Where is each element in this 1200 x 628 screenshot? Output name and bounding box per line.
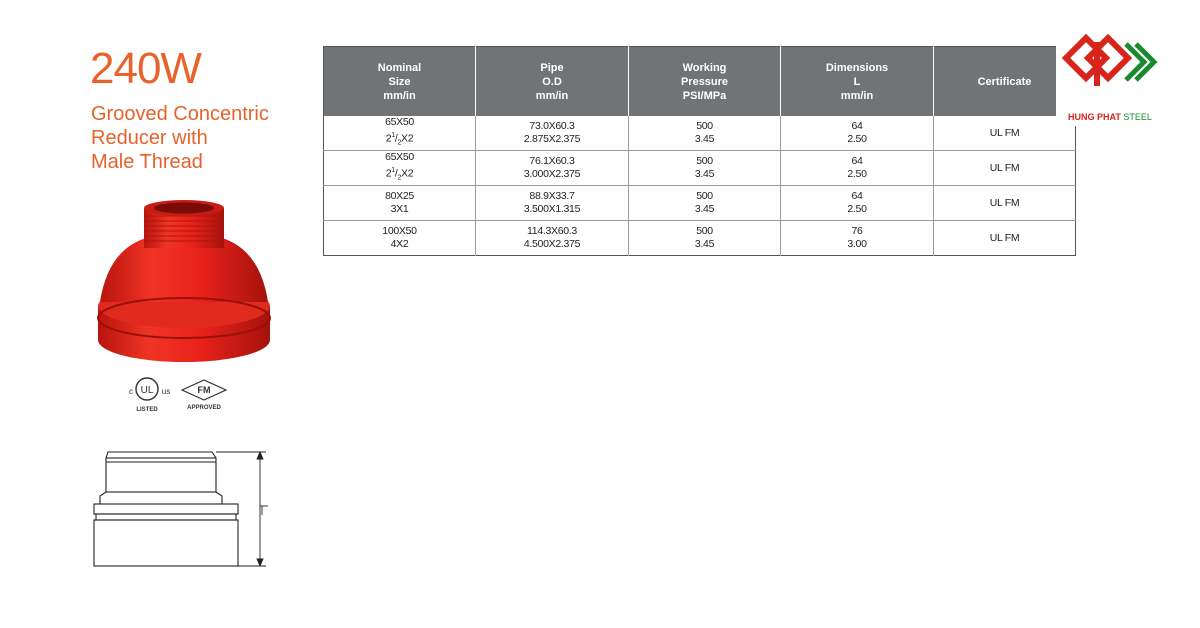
hung-phat-logo-icon [1056, 30, 1166, 110]
ul-mark-right: us [161, 387, 171, 396]
cell-pipe-od: 114.3X60.3 4.500X2.375 [476, 221, 629, 256]
column-header-dimensions: Dimensions L mm/in [781, 47, 934, 117]
column-header-pipe-od: Pipe O.D mm/in [476, 47, 629, 117]
fm-approved-icon [182, 380, 226, 411]
cell-certificate: UL FM [934, 186, 1076, 221]
cell-certificate: UL FM [934, 221, 1076, 256]
product-name-line: Reducer with [91, 127, 208, 149]
cell-pipe-od: 88.9X33.7 3.500X1.315 [476, 186, 629, 221]
dimension-drawing [84, 440, 294, 575]
cell-certificate: UL FM [989, 126, 1020, 139]
cell-dimension-l: 64 2.50 [781, 151, 934, 186]
fm-mark-text: FM [197, 385, 211, 395]
certification-marks [114, 376, 244, 418]
cell-nominal-size: 65X50 $2^1/_2X2$ [324, 151, 476, 186]
brand-name: HUNG PHAT STEEL [1068, 112, 1152, 122]
product-name-line: Male Thread [91, 151, 203, 173]
cell-working-pressure: 500 3.45 [629, 186, 781, 221]
cell-dimension-l: 76 3.00 [781, 221, 934, 256]
ul-mark-caption: LISTED [136, 407, 158, 413]
ul-mark-text: UL [140, 385, 154, 396]
table-row [324, 116, 1076, 151]
ul-listed-icon [129, 378, 170, 413]
product-name [91, 102, 311, 174]
cell-nominal-size: 65X50 $2^1/_2X2$ [324, 116, 476, 151]
table-row [324, 221, 1076, 256]
table-row [324, 186, 1076, 221]
cell-working-pressure: 500 3.45 [629, 116, 781, 151]
cell-nominal-size: 100X50 4X2 [324, 221, 476, 256]
column-header-working-pressure: Working Pressure PSI/MPa [629, 47, 781, 117]
cell-pipe-od: 76.1X60.3 3.000X2.375 [476, 151, 629, 186]
table-header-row [324, 47, 1076, 117]
product-code: 240W [90, 44, 201, 93]
column-header-certificate: Certificate [934, 47, 1076, 117]
cell-working-pressure: 500 3.45 [629, 221, 781, 256]
cell-pipe-od: 73.0X60.3 2.875X2.375 [476, 116, 629, 151]
product-photo [88, 198, 278, 368]
cell-dimension-l: 64 2.50 [781, 116, 934, 151]
specification-table [323, 46, 1076, 256]
cell-nominal-size: 80X25 3X1 [324, 186, 476, 221]
table-row [324, 151, 1076, 186]
fm-mark-caption: APPROVED [187, 405, 221, 411]
column-header-nominal-size: Nominal Size mm/in [324, 47, 476, 117]
cell-working-pressure: 500 3.45 [629, 151, 781, 186]
cell-certificate: UL FM [934, 151, 1076, 186]
cell-dimension-l: 64 2.50 [781, 186, 934, 221]
ul-mark-left: c [129, 387, 133, 396]
product-name-line: Grooved Concentric [91, 103, 269, 125]
